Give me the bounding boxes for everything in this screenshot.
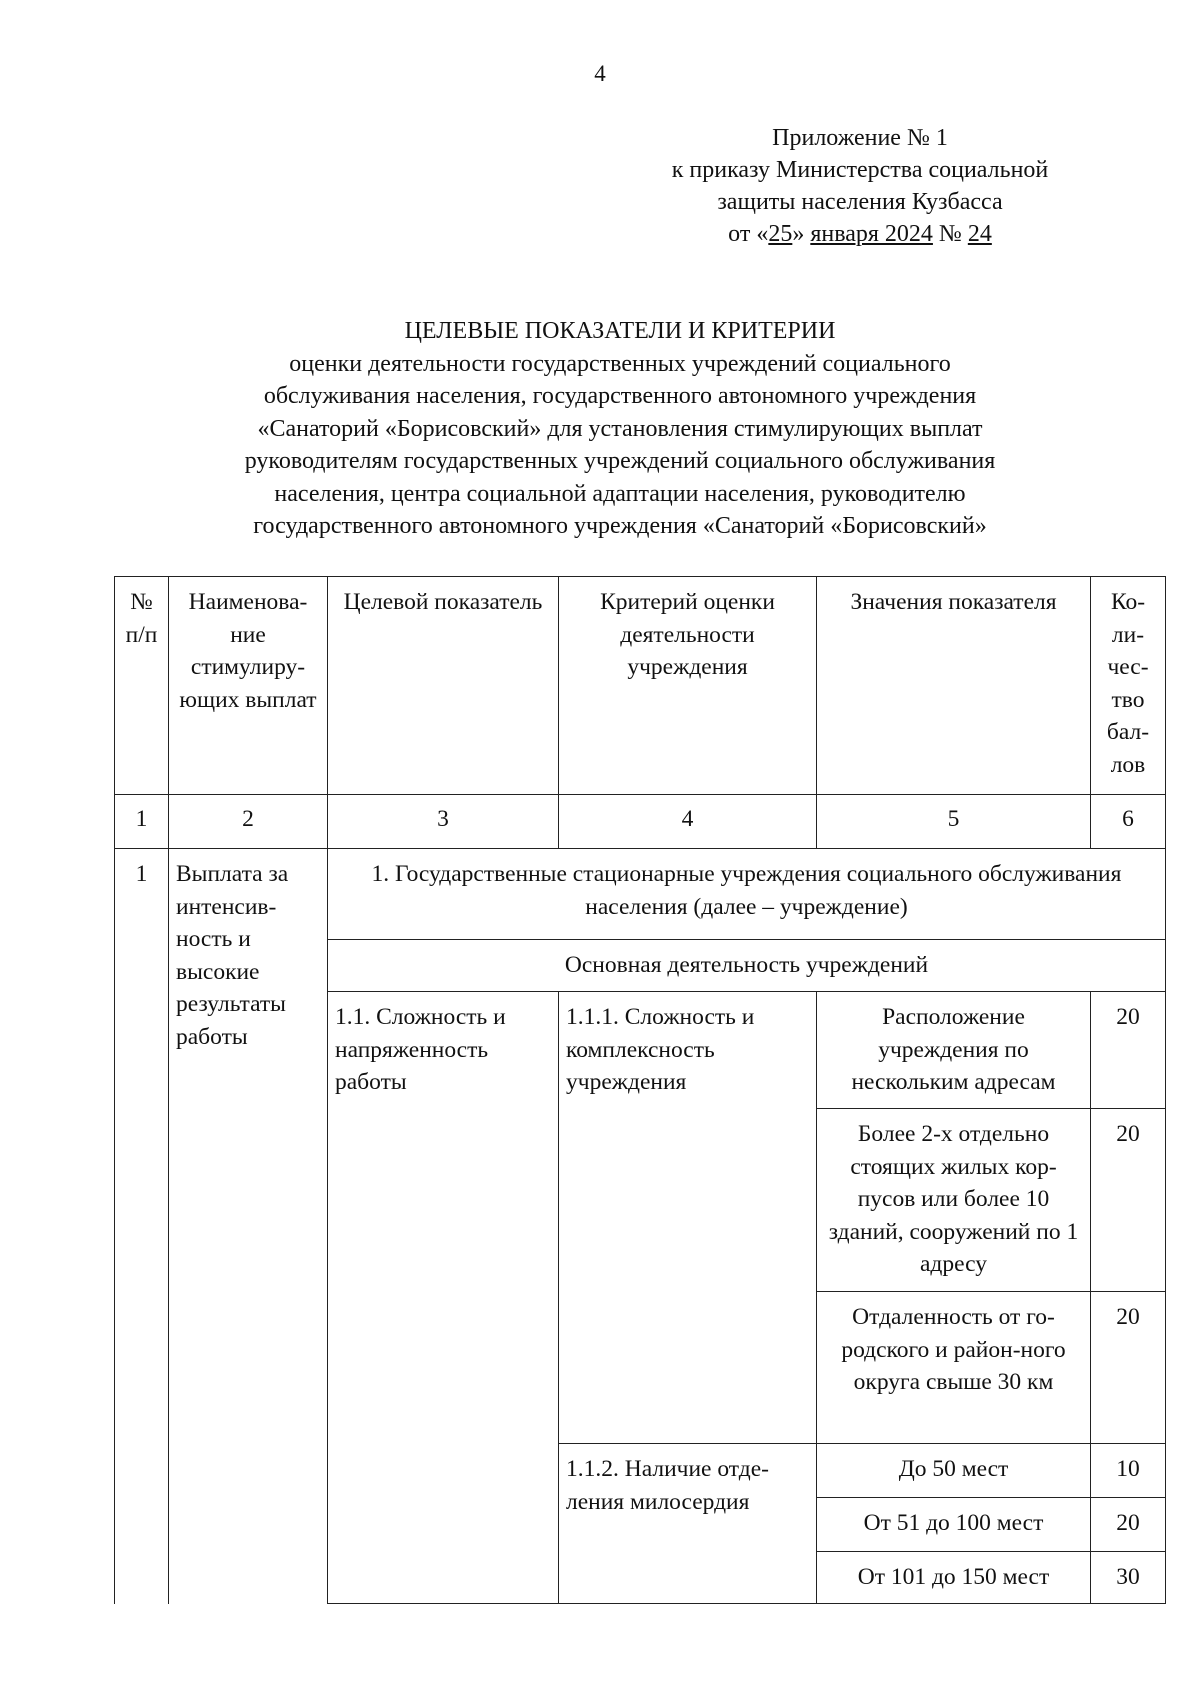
column-number: 5 [817, 795, 1091, 849]
criterion: 1.1.2. Наличие отде-ления милосердия [559, 1444, 817, 1604]
indicator-value: Более 2-х отдельно стоящих жилых кор-пусов или более 10 зданий, сооружений по 1 адресу [817, 1109, 1091, 1292]
document-title [80, 315, 1160, 543]
column-number: 1 [115, 795, 169, 849]
indicator-value: Отдаленность от го-родского и район-ного округа свыше 30 км [817, 1292, 1091, 1444]
table-row [115, 849, 1166, 940]
date-day: 25 [768, 221, 793, 247]
appendix-header [600, 122, 1120, 250]
table-header-row [115, 577, 1166, 795]
title-line: руководителям государственных учреждений социального обслуживания [244, 448, 996, 474]
points: 20 [1091, 1109, 1166, 1292]
indicator-value: Расположение учреждения по нескольким адресам [817, 992, 1091, 1109]
points: 20 [1091, 1498, 1166, 1552]
section-heading: 1. Государственные стационарные учреждения социального обслуживания населения (далее – учреждение) [328, 849, 1166, 940]
header-points: Ко-ли-чес-тво бал-лов [1091, 577, 1166, 795]
points: 20 [1091, 1292, 1166, 1444]
target-indicator: 1.1. Сложность и напряженность работы [328, 992, 559, 1604]
indicator-value: До 50 мест [817, 1444, 1091, 1498]
title-line: оценки деятельности государственных учреждений социального [289, 350, 951, 377]
payment-name: Выплата за интенсив-ность и высокие результаты работы [169, 849, 328, 1604]
date-prefix: от « [728, 221, 769, 247]
appendix-line-3: защиты населения Кузбасса [717, 189, 1003, 215]
points: 20 [1091, 992, 1166, 1109]
header-payment-name: Наименова-ние стимулиру-ющих выплат [169, 577, 328, 795]
appendix-line-1: Приложение № 1 [772, 125, 948, 151]
column-number: 3 [328, 795, 559, 849]
title-line: обслуживания населения, государственного автономного учреждения [263, 383, 977, 409]
row-number: 1 [115, 849, 169, 1604]
title-line: «Санаторий «Борисовский» для установления стимулирующих выплат [257, 415, 983, 442]
date-month-year: января 2024 [810, 221, 933, 247]
indicator-value: От 101 до 150 мест [817, 1552, 1091, 1604]
order-number: 24 [967, 221, 992, 247]
number-prefix: № [932, 221, 968, 247]
title-line: населения, центра социальной адаптации населения, руководителю [274, 480, 966, 507]
appendix-date-line [600, 218, 1120, 250]
header-criterion: Критерий оценки деятельности учреждения [559, 577, 817, 795]
page-number: 4 [594, 61, 606, 86]
main-activity-heading: Основная деятельность учреждений [328, 940, 1166, 992]
title-main: ЦЕЛЕВЫЕ ПОКАЗАТЕЛИ И КРИТЕРИИ [404, 318, 836, 344]
header-num: № п/п [115, 577, 169, 795]
header-target-indicator: Целевой показатель [328, 577, 559, 795]
indicator-value: От 51 до 100 мест [817, 1498, 1091, 1552]
header-indicator-values: Значения показателя [817, 577, 1091, 795]
appendix-line-2: к приказу Министерства социальной [671, 157, 1049, 183]
points: 30 [1091, 1552, 1166, 1604]
criterion: 1.1.1. Сложность и комплексность учреждения [559, 992, 817, 1444]
column-number: 4 [559, 795, 817, 849]
column-number: 6 [1091, 795, 1166, 849]
title-line: государственного автономного учреждения «Санаторий «Борисовский» [253, 513, 987, 539]
criteria-table [114, 576, 1166, 1604]
points: 10 [1091, 1444, 1166, 1498]
column-number: 2 [169, 795, 328, 849]
column-numbers-row [115, 795, 1166, 849]
date-mid: » [792, 221, 811, 247]
